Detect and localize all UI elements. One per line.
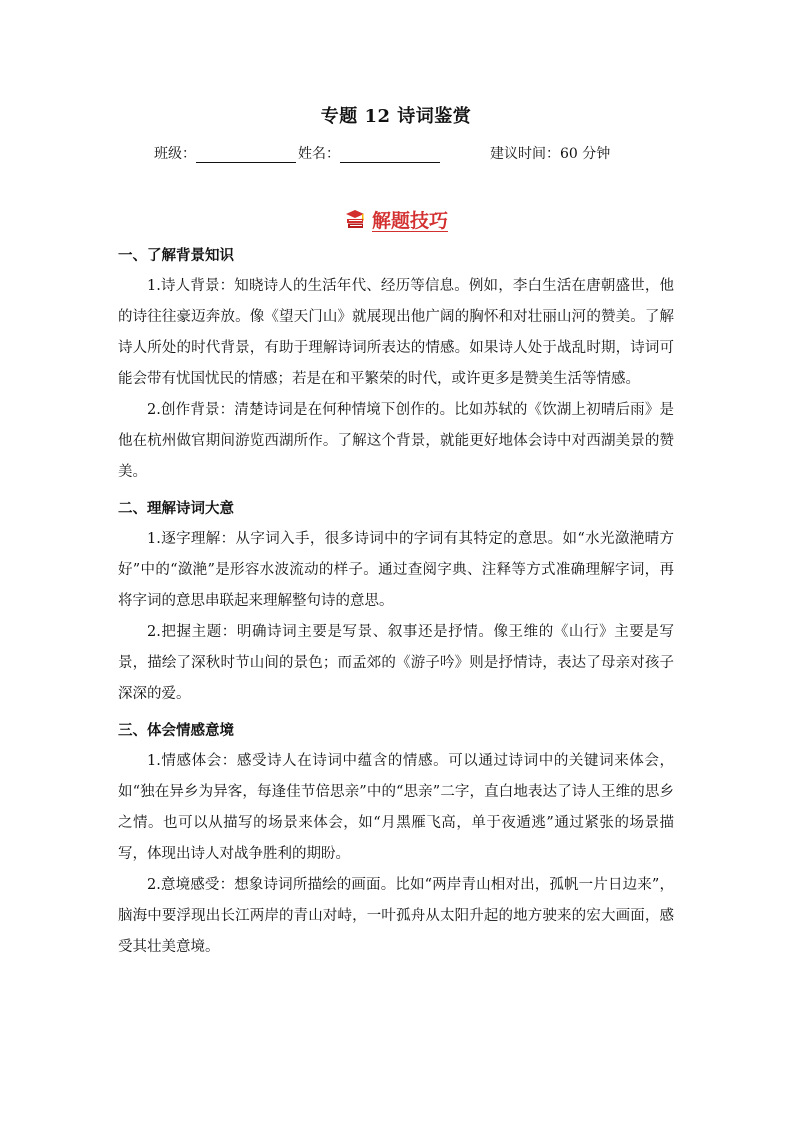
paragraph: 1.逐字理解：从字词入手，很多诗词中的字词有其特定的意思。如“水光潋滟晴方好”中的“潋滟”是形容水波流动的样子。通过查阅字典、注释等方式准确理解字词，再将字词的意思串联起来理解整句诗的意思。 <box>118 531 674 609</box>
section-heading: 二、理解诗词大意 <box>118 500 234 517</box>
paragraph: 2.创作背景：清楚诗词是在何种情境下创作的。比如苏轼的《饮湖上初晴后雨》是他在杭州做官期间游览西湖所作。了解这个背景，就能更好地体会诗中对西湖美景的赞美。 <box>118 402 674 480</box>
name-label: 姓名： <box>298 146 340 162</box>
section-heading: 一、了解背景知识 <box>118 247 234 264</box>
paragraph: 1.诗人背景：知晓诗人的生活年代、经历等信息。例如，李白生活在唐朝盛世，他的诗往往豪迈奔放。像《望天门山》就展现出他广阔的胸怀和对壮丽山河的赞美。了解诗人所处的时代背景，有助于理解诗词所表达的情感。如果诗人处于战乱时期，诗词可能会带有忧国忧民的情感；若是在和平繁荣的时代，或许更多是赞美生活等情感。 <box>118 278 674 387</box>
name-blank <box>340 146 440 163</box>
book-stack-icon <box>344 208 366 230</box>
paragraph: 1.情感体会：感受诗人在诗词中蕴含的情感。可以通过诗词中的关键词来体会，如“独在异乡为异客，每逢佳节倍思亲”中的“思亲”二字，直白地表达了诗人王维的思乡之情。也可以从描写的场景来体会，如“月黑雁飞高，单于夜遁逃”通过紧张的场景描写，体现出诗人对战争胜利的期盼。 <box>118 753 674 862</box>
tips-banner-text: 解题技巧 <box>371 209 448 232</box>
suggested-time: 建议时间：60 分钟 <box>490 146 611 162</box>
student-info-line <box>118 141 674 167</box>
document-page <box>118 103 674 963</box>
paragraph: 2.意境感受：想象诗词所描绘的画面。比如“两岸青山相对出，孤帆一片日边来”，脑海中要浮现出长江两岸的青山对峙，一叶孤舟从太阳升起的地方驶来的宏大画面，感受其壮美意境。 <box>118 877 674 955</box>
class-blank <box>196 146 296 163</box>
paragraph: 2.把握主题：明确诗词主要是写景、叙事还是抒情。像王维的《山行》主要是写景，描绘了深秋时节山间的景色；而孟郊的《游子吟》则是抒情诗，表达了母亲对孩子深深的爱。 <box>118 624 674 702</box>
class-label: 班级： <box>154 146 196 162</box>
page-title: 专题 12 诗词鉴赏 <box>320 106 472 127</box>
section-heading: 三、体会情感意境 <box>118 722 234 739</box>
tips-banner <box>118 203 674 235</box>
